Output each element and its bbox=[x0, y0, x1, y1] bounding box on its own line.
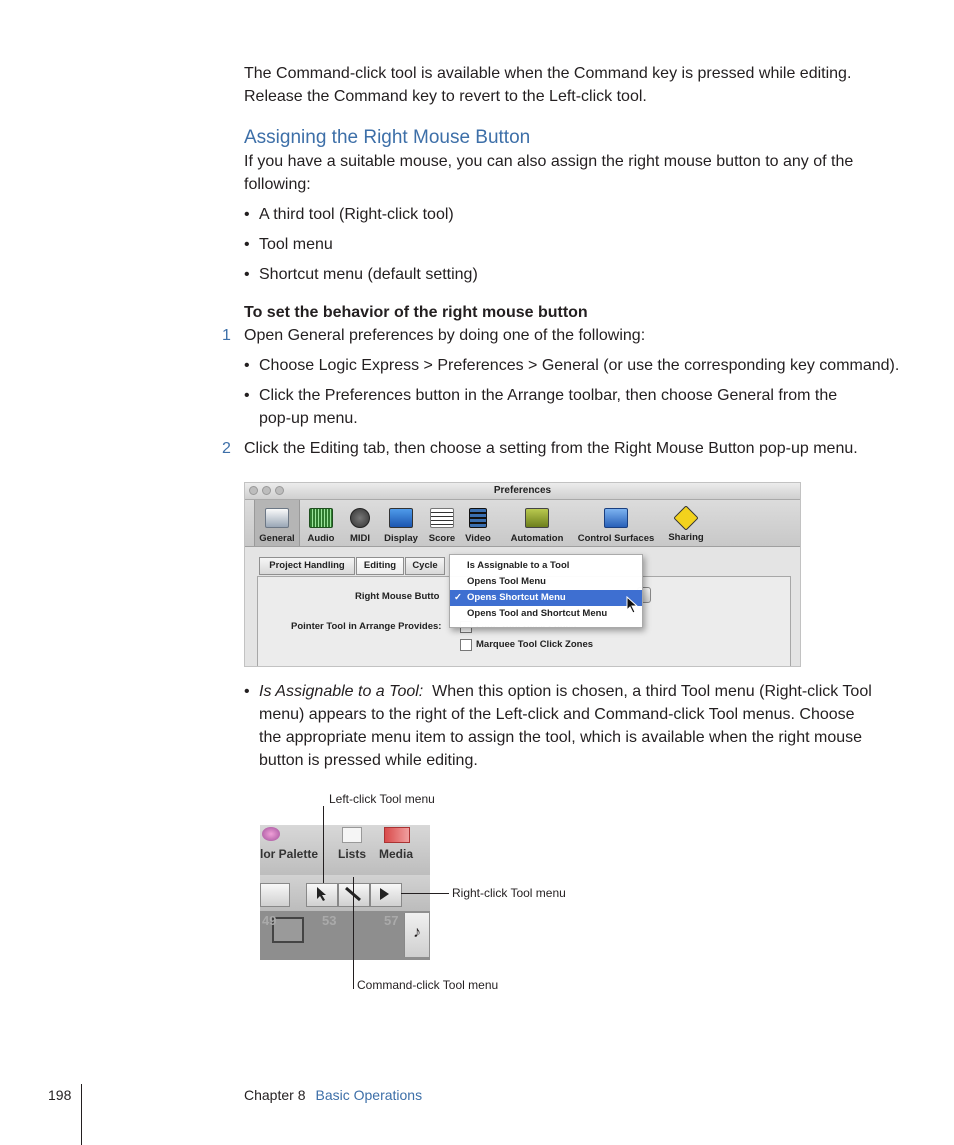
chapter-section: Basic Operations bbox=[315, 1087, 423, 1103]
toolbar-video[interactable] bbox=[462, 502, 494, 544]
section-intro-line-2: following: bbox=[244, 176, 311, 193]
zoom-button[interactable] bbox=[275, 486, 284, 495]
color-palette-icon bbox=[262, 827, 280, 841]
control-surfaces-icon bbox=[604, 508, 628, 528]
toolbar-label: Control Surfaces bbox=[577, 533, 655, 544]
callout-right-click: Right-click Tool menu bbox=[452, 886, 566, 900]
leader-line-left-click bbox=[323, 806, 324, 883]
footer-chapter bbox=[244, 1087, 422, 1103]
option-term: Is Assignable to a Tool: bbox=[259, 683, 424, 700]
callout-left-click: Left-click Tool menu bbox=[329, 792, 435, 806]
lists-icon bbox=[342, 827, 362, 843]
option-description bbox=[259, 680, 884, 772]
right-mouse-button-menu bbox=[449, 554, 643, 628]
ruler-box bbox=[272, 917, 304, 943]
mouse-pointer-icon bbox=[626, 596, 640, 614]
step-bullet-line: Click the Preferences button in the Arrange toolbar, then choose General from the bbox=[259, 387, 838, 404]
tab-editing[interactable]: Editing bbox=[356, 557, 404, 575]
sharing-icon bbox=[673, 505, 698, 530]
menu-item-tool-menu[interactable]: Opens Tool Menu bbox=[467, 576, 546, 587]
toolbar-label-color-palette: lor Palette bbox=[260, 847, 319, 861]
marquee-tool-checkbox[interactable] bbox=[460, 639, 472, 651]
bullet: • bbox=[244, 206, 250, 223]
intro-line-2: Release the Command key to revert to the Left-click tool. bbox=[244, 88, 647, 105]
toolbar-label-media: Media bbox=[379, 847, 414, 861]
stepper[interactable] bbox=[260, 883, 290, 907]
toolbar-display[interactable] bbox=[379, 502, 423, 544]
bullet: • bbox=[244, 387, 250, 404]
menu-item-assignable[interactable]: Is Assignable to a Tool bbox=[467, 560, 570, 571]
callout-command-click: Command-click Tool menu bbox=[357, 978, 499, 992]
toolbar-sharing[interactable] bbox=[664, 502, 708, 543]
toolbar-label: Automation bbox=[510, 533, 564, 544]
toolbar-label: Audio bbox=[307, 533, 335, 544]
automation-icon bbox=[525, 508, 549, 528]
option-desc-line: the appropriate menu item to assign the tool, which is available when the right mouse bbox=[259, 729, 863, 746]
marquee-tool-label: Marquee Tool Click Zones bbox=[476, 639, 594, 650]
step-text: Click the Editing tab, then choose a setting from the Right Mouse Button pop-up menu. bbox=[244, 440, 858, 457]
score-icon bbox=[430, 508, 454, 528]
section-heading: Assigning the Right Mouse Button bbox=[244, 127, 531, 148]
option-desc-line: When this option is chosen, a third Tool menu (Right-click Tool bbox=[432, 683, 872, 700]
footer-divider bbox=[81, 1084, 82, 1145]
page-number: 198 bbox=[48, 1087, 72, 1103]
step-bullet-text bbox=[259, 384, 884, 430]
toolbar-label: Sharing bbox=[668, 532, 704, 543]
intro-paragraph bbox=[244, 62, 894, 108]
toolbar-label: Score bbox=[428, 533, 456, 544]
media-icon bbox=[384, 827, 410, 843]
toolbar-score[interactable] bbox=[426, 502, 458, 544]
check-icon: ✓ bbox=[454, 592, 462, 603]
ruler-mark: 53 bbox=[322, 913, 337, 928]
toolbar-label-lists: Lists bbox=[338, 847, 367, 861]
menu-item-shortcut-menu[interactable] bbox=[450, 590, 642, 606]
leader-line-right-click bbox=[401, 893, 449, 894]
option-text: Shortcut menu (default setting) bbox=[259, 266, 478, 283]
ruler-mark: 57 bbox=[384, 913, 399, 928]
preferences-window bbox=[244, 482, 801, 667]
toolbar-audio[interactable] bbox=[301, 502, 341, 544]
toolbar-midi[interactable] bbox=[343, 502, 377, 544]
minimize-button[interactable] bbox=[262, 486, 271, 495]
menu-item-label: Opens Shortcut Menu bbox=[467, 592, 566, 603]
step-number: 2 bbox=[222, 440, 231, 457]
bullet: • bbox=[244, 683, 250, 700]
pointer-tool-icon bbox=[315, 886, 329, 902]
video-icon bbox=[469, 508, 487, 528]
tab-cycle[interactable]: Cycle bbox=[405, 557, 445, 575]
toolbar-label: Video bbox=[465, 533, 491, 544]
window-titlebar bbox=[245, 483, 800, 500]
step-bullet-line: pop-up menu. bbox=[259, 410, 358, 427]
option-text: Tool menu bbox=[259, 236, 333, 253]
general-icon bbox=[265, 508, 289, 528]
step-text: Open General preferences by doing one of the following: bbox=[244, 327, 646, 344]
scroll-button[interactable]: ♪ bbox=[404, 913, 429, 957]
option-text: A third tool (Right-click tool) bbox=[259, 206, 454, 223]
marquee-tool-icon bbox=[378, 886, 392, 902]
close-button[interactable] bbox=[249, 486, 258, 495]
toolbar-automation[interactable] bbox=[501, 502, 573, 544]
toolbar-general[interactable] bbox=[256, 502, 298, 544]
prefs-toolbar bbox=[245, 500, 800, 547]
toolbar-label: General bbox=[259, 533, 295, 544]
toolbar-label: MIDI bbox=[349, 533, 371, 544]
ruler-mark: 49 bbox=[262, 913, 277, 928]
display-icon bbox=[389, 508, 413, 528]
right-mouse-button-label: Right Mouse Butto bbox=[355, 591, 440, 602]
menu-item-tool-and-shortcut[interactable]: Opens Tool and Shortcut Menu bbox=[467, 608, 608, 619]
bullet: • bbox=[244, 266, 250, 283]
audio-icon bbox=[309, 508, 333, 528]
section-intro-line-1: If you have a suitable mouse, you can also assign the right mouse button to any of the bbox=[244, 153, 854, 170]
chapter-label: Chapter 8 bbox=[244, 1087, 306, 1103]
option-desc-line: menu) appears to the right of the Left-click and Command-click Tool menus. Choose bbox=[259, 706, 855, 723]
pointer-tool-label: Pointer Tool in Arrange Provides: bbox=[291, 621, 442, 632]
step-number: 1 bbox=[222, 327, 231, 344]
window-title: Preferences bbox=[493, 485, 552, 496]
tab-project-handling[interactable]: Project Handling bbox=[259, 557, 355, 575]
midi-icon bbox=[350, 508, 370, 528]
step-bullet-text: Choose Logic Express > Preferences > General (or use the corresponding key command). bbox=[259, 357, 900, 374]
task-heading: To set the behavior of the right mouse button bbox=[244, 304, 588, 321]
toolbar-control-surfaces[interactable] bbox=[573, 502, 659, 544]
bullet: • bbox=[244, 357, 250, 374]
toolbar-label: Display bbox=[384, 533, 418, 544]
option-desc-line: button is pressed while editing. bbox=[259, 752, 478, 769]
leader-line-command-click bbox=[353, 877, 354, 989]
section-intro bbox=[244, 150, 894, 196]
intro-line-1: The Command-click tool is available when the Command key is pressed while editing. bbox=[244, 65, 852, 82]
bullet: • bbox=[244, 236, 250, 253]
